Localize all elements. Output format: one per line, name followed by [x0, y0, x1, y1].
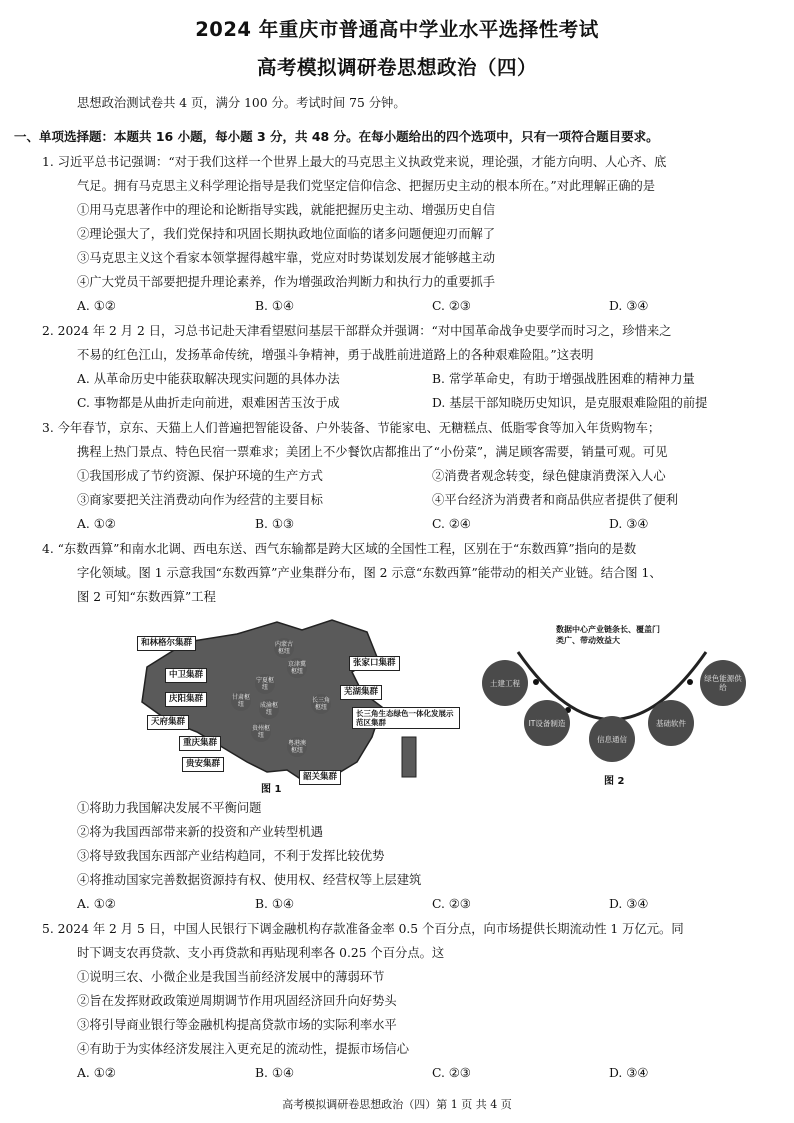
- q3-statement: ②消费者观念转变，绿色健康消费深入人心: [432, 469, 666, 483]
- chain-item: IT设备制造: [524, 700, 570, 746]
- q2-stem-2: 不易的红色江山，发扬革命传统，增强斗争精神，勇于战胜前进道路上的各种艰难险阻。”这表明: [77, 348, 594, 362]
- q3-option-c: C. ②④: [432, 517, 471, 531]
- cluster-label: 韶关集群: [299, 770, 341, 785]
- q3-statement: ④平台经济为消费者和商品供应者提供了便利: [432, 493, 678, 507]
- cluster-label: 中卫集群: [165, 668, 207, 683]
- q1-stem-2: 气足。拥有马克思主义科学理论指导是我们党坚定信仰信念、把握历史主动的根本所在。”对此理解正确的是: [77, 179, 656, 193]
- q5-statement: ③将引导商业银行等金融机构提高贷款市场的实际利率水平: [77, 1018, 397, 1032]
- q5-stem-1: 5. 2024 年 2 月 5 日，中国人民银行下调金融机构存款准备金率 0.5 个百分点，向市场提供长期流动性 1 万亿元。同: [42, 922, 684, 936]
- q4-option-b: B. ①④: [255, 897, 294, 911]
- q2-stem-1: 2. 2024 年 2 月 2 日，习总书记赴天津看望慰问基层干部群众并强调：“对中国革命战争史要学而时习之，珍惜来之: [42, 324, 672, 338]
- q4-option-d: D. ③④: [609, 897, 649, 911]
- q5-statement: ②旨在发挥财政政策逆周期调节作用巩固经济回升向好势头: [77, 994, 397, 1008]
- q1-option-c: C. ②③: [432, 299, 471, 313]
- q3-option-b: B. ①③: [255, 517, 294, 531]
- q1-statement: ④广大党员干部要把提升理论素养，作为增强政治判断力和执行力的重要抓手: [77, 275, 496, 289]
- q2-option-a: A. 从革命历史中能获取解决现实问题的具体办法: [77, 372, 340, 386]
- section-heading: 一、单项选择题：本题共 16 小题，每小题 3 分，共 48 分。在每小题给出的四个选项中，只有一项符合题目要求。: [14, 129, 659, 144]
- figure-1-map: [127, 612, 454, 797]
- figure-1-caption: 图 1: [261, 784, 282, 795]
- exam-intro: 思想政治测试卷共 4 页，满分 100 分。考试时间 75 分钟。: [77, 96, 406, 110]
- q1-statement: ②理论强大了，我们党保持和巩固长期执政地位面临的诸多问题便迎刃而解了: [77, 227, 496, 241]
- q5-option-c: C. ②③: [432, 1066, 471, 1080]
- hub-node: 粤港澳枢纽: [287, 737, 307, 757]
- q3-statement: ①我国形成了节约资源、保护环境的生产方式: [77, 469, 323, 483]
- q1-option-b: B. ①④: [255, 299, 294, 313]
- hub-node: 宁夏枢纽: [255, 674, 275, 694]
- cluster-label: 芜湖集群: [340, 685, 382, 700]
- exam-subtitle: 高考模拟调研卷思想政治（四）: [256, 56, 537, 79]
- q4-statement: ①将助力我国解决发展不平衡问题: [77, 801, 262, 815]
- q4-statement: ③将导致我国东西部产业结构趋同，不利于发挥比较优势: [77, 849, 385, 863]
- q4-statement: ②将为我国西部带来新的投资和产业转型机遇: [77, 825, 323, 839]
- chain-item: 信息通信: [589, 716, 635, 762]
- cluster-label: 庆阳集群: [165, 692, 207, 707]
- q4-option-a: A. ①②: [77, 897, 116, 911]
- q5-stem-2: 时下调支农再贷款、支小再贷款和再贴现利率各 0.25 个百分点。这: [77, 946, 445, 960]
- cluster-label: 重庆集群: [179, 736, 221, 751]
- page-footer: 高考模拟调研卷思想政治（四）第 1 页 共 4 页: [282, 1098, 512, 1111]
- chain-item: 土建工程: [482, 660, 528, 706]
- chain-item: 绿色能源供给: [700, 660, 746, 706]
- chain-item: 基础软件: [648, 700, 694, 746]
- cluster-label: 天府集群: [147, 715, 189, 730]
- q5-statement: ④有助于为实体经济发展注入更充足的流动性，提振市场信心: [77, 1042, 410, 1056]
- hub-node: 京津冀枢纽: [287, 658, 307, 678]
- hub-node: 甘肃枢纽: [231, 691, 251, 711]
- q5-option-a: A. ①②: [77, 1066, 116, 1080]
- q1-option-a: A. ①②: [77, 299, 116, 313]
- q4-stem-2: 字化领域。图 1 示意我国“东数西算”产业集群分布，图 2 示意“东数西算”能带动的相关产业链。结合图 1、: [77, 566, 662, 580]
- q1-stem-1: 1. 习近平总书记强调：“对于我们这样一个世界上最大的马克思主义执政党来说，理论强，才能方向明、人心齐、底: [42, 155, 667, 169]
- q2-option-d: D. 基层干部知晓历史知识，是克服艰难险阻的前提: [432, 396, 708, 410]
- q5-statement: ①说明三农、小微企业是我国当前经济发展中的薄弱环节: [77, 970, 385, 984]
- q3-statement: ③商家要把关注消费动向作为经营的主要目标: [77, 493, 323, 507]
- cluster-label: 长三角生态绿色一体化发展示范区集群: [352, 707, 460, 729]
- figure-2-caption: 图 2: [604, 776, 625, 787]
- hub-node: 贵州枢纽: [251, 722, 271, 742]
- cluster-label: 张家口集群: [349, 656, 400, 671]
- q1-statement: ①用马克思著作中的理论和论断指导实践，就能把握历史主动、增强历史自信: [77, 203, 496, 217]
- exam-title: 2024 年重庆市普通高中学业水平选择性考试: [195, 18, 599, 41]
- cluster-label: 和林格尔集群: [137, 636, 196, 651]
- q1-option-d: D. ③④: [609, 299, 649, 313]
- q3-stem-2: 携程上热门景点、特色民宿一票难求；美团上不少餐饮店都推出了“小份菜”，满足顾客需要，销量可观。可见: [77, 445, 668, 459]
- q4-statement: ④将推动国家完善数据资源持有权、使用权、经营权等上层建筑: [77, 873, 422, 887]
- q2-option-b: B. 常学革命史，有助于增强战胜困难的精神力量: [432, 372, 695, 386]
- q4-stem-1: 4. “东数西算”和南水北调、西电东送、西气东输都是跨大区域的全国性工程，区别在于“东数西算”指向的是数: [42, 542, 637, 556]
- q5-option-d: D. ③④: [609, 1066, 649, 1080]
- q3-option-d: D. ③④: [609, 517, 649, 531]
- q1-statement: ③马克思主义这个看家本领掌握得越牢靠，党应对时势谋划发展才能够越主动: [77, 251, 496, 265]
- q2-option-c: C. 事物都是从曲折走向前进，艰难困苦玉汝于成: [77, 396, 340, 410]
- q4-stem-3: 图 2 可知“东数西算”工程: [77, 590, 216, 604]
- chain-center-text: 数据中心产业链条长、覆盖门类广、带动效益大: [556, 625, 660, 645]
- hub-node: 长三角枢纽: [311, 694, 331, 714]
- hub-node: 成渝枢纽: [259, 699, 279, 719]
- figure-2-chain: [478, 612, 746, 797]
- cluster-label: 贵安集群: [182, 757, 224, 772]
- hub-node: 内蒙古枢纽: [274, 638, 294, 658]
- q4-option-c: C. ②③: [432, 897, 471, 911]
- q3-stem-1: 3. 今年春节，京东、天猫上人们普遍把智能设备、户外装备、节能家电、无糖糕点、低脂零食等加入年货购物车；: [42, 421, 661, 435]
- q3-option-a: A. ①②: [77, 517, 116, 531]
- q5-option-b: B. ①④: [255, 1066, 294, 1080]
